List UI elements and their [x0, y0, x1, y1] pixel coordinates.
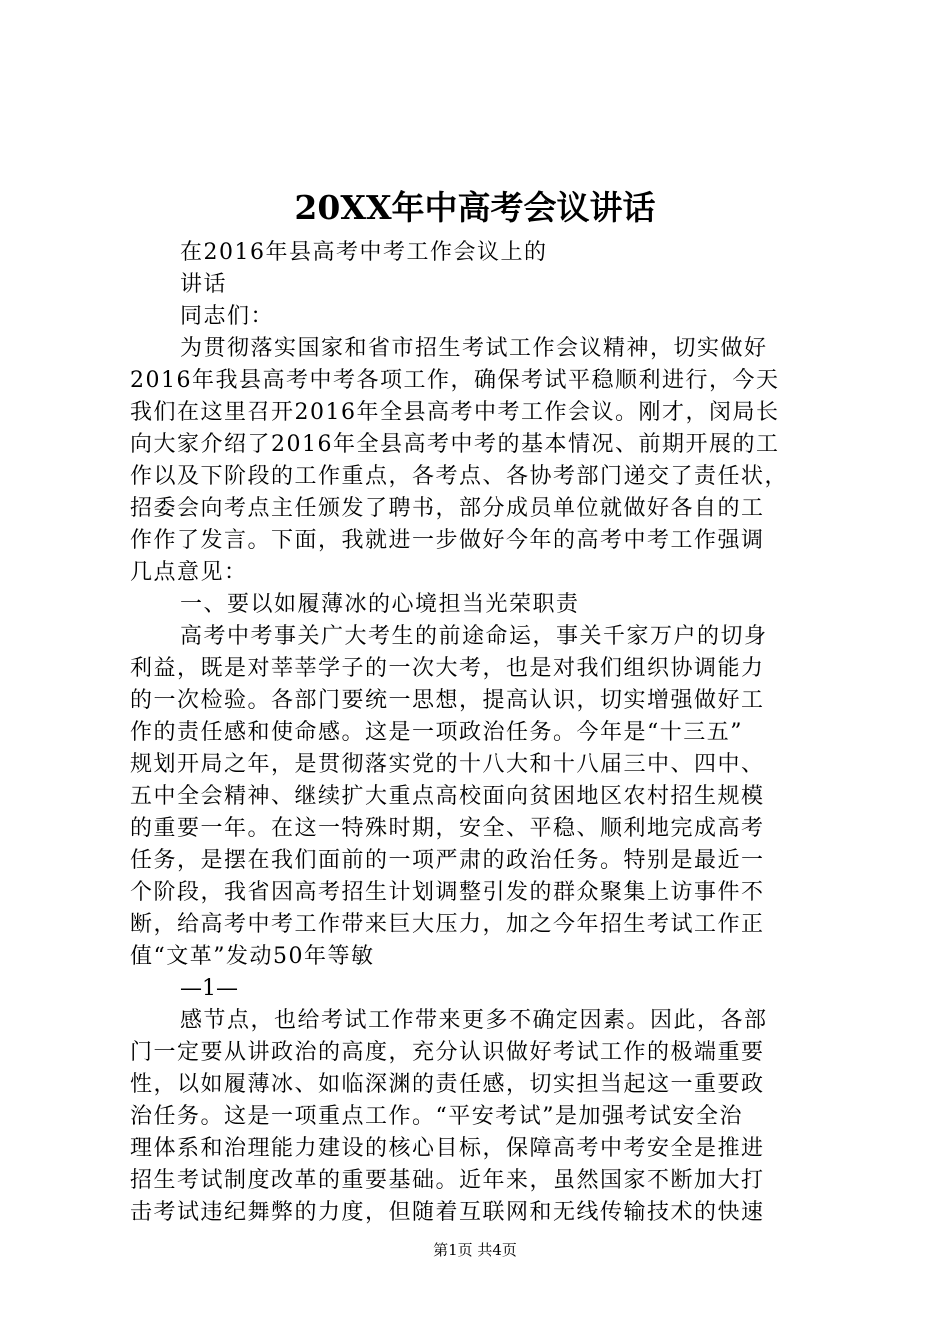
text-line: 理体系和治理能力建设的核心目标，保障高考中考安全是推进: [130, 1136, 765, 1161]
page-marker: —1—: [180, 976, 238, 1001]
text-line: 我们在这里召开2016年全县高考中考工作会议。刚才，闵局长: [130, 400, 780, 425]
document-title: 20XX年中高考会议讲话: [294, 188, 656, 227]
salutation: 同志们：: [180, 304, 275, 329]
text-line: 规划开局之年，是贯彻落实党的十八大和十八届三中、四中、: [130, 752, 765, 777]
text-line: 作作了发言。下面，我就进一步做好今年的高考中考工作强调: [130, 528, 765, 553]
text-line: 任务，是摆在我们面前的一项严肃的政治任务。特别是最近一: [130, 848, 765, 873]
text-line: 招生考试制度改革的重要基础。近年来，虽然国家不断加大打: [130, 1168, 765, 1193]
text-line: 性，以如履薄冰、如临深渊的责任感，切实担当起这一重要政: [130, 1072, 765, 1097]
text-line: 五中全会精神、继续扩大重点高校面向贫困地区农村招生规模: [130, 784, 765, 809]
text-line: 治任务。这是一项重点工作。“平安考试”是加强考试安全治: [130, 1104, 743, 1129]
text-line: 个阶段，我省因高考招生计划调整引发的群众聚集上访事件不: [130, 880, 765, 905]
text-line: 击考试违纪舞弊的力度，但随着互联网和无线传输技术的快速: [130, 1200, 765, 1225]
text-line: 的一次检验。各部门要统一思想，提高认识，切实增强做好工: [130, 688, 765, 713]
section-heading: 一、要以如履薄冰的心境担当光荣职责: [180, 592, 580, 617]
text-line: 的重要一年。在这一特殊时期，安全、平稳、顺利地完成高考: [130, 816, 765, 841]
text-line: 门一定要从讲政治的高度，充分认识做好考试工作的极端重要: [130, 1040, 765, 1065]
text-line: 感节点，也给考试工作带来更多不确定因素。因此，各部: [180, 1008, 768, 1033]
text-line: 利益，既是对莘莘学子的一次大考，也是对我们组织协调能力: [130, 656, 765, 681]
text-line: 向大家介绍了2016年全县高考中考的基本情况、前期开展的工: [130, 432, 780, 457]
text-line: 值“文革”发动50年等敏: [130, 944, 375, 969]
text-line: 讲话: [180, 272, 228, 297]
text-line: 断，给高考中考工作带来巨大压力，加之今年招生考试工作正: [130, 912, 765, 937]
text-line: 几点意见：: [130, 560, 248, 585]
text-line: 2016年我县高考中考各项工作，确保考试平稳顺利进行，今天: [130, 368, 780, 393]
text-line: 为贯彻落实国家和省市招生考试工作会议精神，切实做好: [180, 336, 768, 361]
text-line: 作以及下阶段的工作重点，各考点、各协考部门递交了责任状，: [130, 464, 789, 489]
text-line: 招委会向考点主任颁发了聘书，部分成员单位就做好各自的工: [130, 496, 765, 521]
text-line: 在2016年县高考中考工作会议上的: [180, 240, 548, 265]
page-footer: 第1页 共4页: [433, 1241, 517, 1259]
text-line: 作的责任感和使命感。这是一项政治任务。今年是“十三五”: [130, 720, 743, 745]
text-line: 高考中考事关广大考生的前途命运，事关千家万户的切身: [180, 624, 768, 649]
